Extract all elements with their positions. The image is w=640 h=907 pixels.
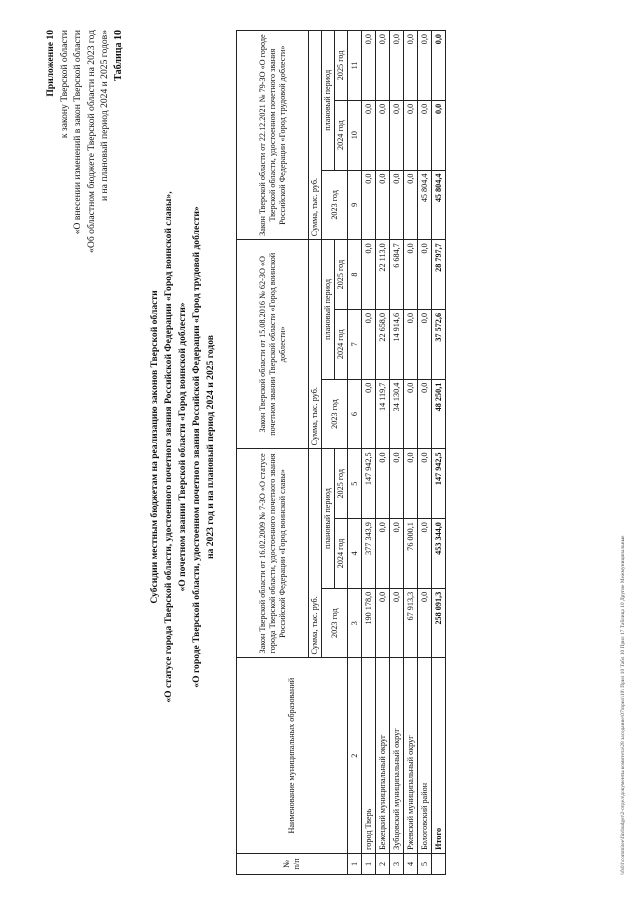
column-number: 9 (348, 170, 362, 240)
law-header-1: Закон Тверской области от 16.02.2009 № 7-ЗО «О статусе города Тверской области, удостоенного почетного звания Российской Федерации «Город воинской славы» (237, 449, 309, 658)
value-cell: 0,0 (390, 449, 404, 519)
column-number: 1 (348, 853, 362, 874)
value-cell: 0,0 (418, 309, 432, 379)
value-cell: 67 913,3 (404, 588, 418, 658)
title-line: «О статусе города Тверской области, удостоенного почетного звания Российской Федерации «Город воинской славы», (163, 191, 174, 703)
column-number: 10 (348, 100, 362, 170)
year-2023-header: 2023 год (322, 170, 348, 240)
value-cell: 190 178,0 (362, 588, 376, 658)
col-header-name: Наименование муниципальных образований (237, 658, 348, 853)
value-cell: 0,0 (418, 449, 432, 519)
year-2024-header: 2024 год (335, 309, 348, 379)
total-number-cell (432, 853, 446, 874)
value-cell: 0,0 (404, 309, 418, 379)
total-label: Итого (432, 658, 446, 853)
value-cell: 0,0 (362, 31, 376, 101)
planning-header: плановый период (322, 449, 335, 588)
year-2025-header: 2025 год (335, 240, 348, 310)
table-label: Таблица 10 (113, 30, 124, 81)
value-cell: 0,0 (418, 519, 432, 589)
planning-header: плановый период (322, 31, 335, 171)
value-cell: 0,0 (404, 100, 418, 170)
sum-header: Сумма, тыс. руб. (309, 31, 322, 240)
municipality-name: город Тверь (362, 658, 376, 853)
value-cell: 0,0 (376, 588, 390, 658)
value-cell: 0,0 (404, 31, 418, 101)
appendix-title: Приложение 10 (45, 30, 56, 97)
row-number: 1 (362, 853, 376, 874)
municipality-name: Ржевский муниципальный округ (404, 658, 418, 853)
table-row (362, 31, 376, 875)
title-line: «О городе Тверской области, удостоенном почетного звания Российской Федерации «Город трудовой доблести» (191, 206, 202, 688)
total-value: 147 942,5 (432, 449, 446, 519)
value-cell: 76 000,1 (404, 519, 418, 589)
col-header-number: № п/п (237, 853, 348, 874)
law-header-2: Закон Тверской области от 15.08.2016 № 62-ЗО «О почетном звании Тверской области «Город воинской доблести» (237, 240, 309, 449)
value-cell: 34 130,4 (390, 379, 404, 449)
title-line: на 2023 год и на плановый период 2024 и 2025 годов (205, 335, 216, 559)
sum-header: Сумма, тыс. руб. (309, 449, 322, 658)
row-number: 2 (376, 853, 390, 874)
value-cell: 0,0 (390, 519, 404, 589)
column-number: 11 (348, 31, 362, 101)
table-row (418, 31, 432, 875)
column-number: 8 (348, 240, 362, 310)
year-2023-header: 2023 год (322, 379, 348, 449)
law-header-3: Закон Тверской области от 22.12.2021 № 79-ЗО «О городе Тверской области, удостоенном почетного звания Российской Федерации «Город трудовой доблести» (237, 31, 309, 240)
column-number-row (348, 31, 362, 875)
total-row (432, 31, 446, 875)
value-cell: 147 942,5 (362, 449, 376, 519)
value-cell: 0,0 (362, 170, 376, 240)
sum-header: Сумма, тыс. руб. (309, 240, 322, 449)
municipality-name: Бологовский район (418, 658, 432, 853)
value-cell: 0,0 (418, 588, 432, 658)
value-cell: 0,0 (376, 449, 390, 519)
value-cell: 0,0 (418, 379, 432, 449)
column-number: 4 (348, 519, 362, 589)
year-2024-header: 2024 год (335, 100, 348, 170)
value-cell: 0,0 (390, 588, 404, 658)
row-number: 3 (390, 853, 404, 874)
total-value: 0,0 (432, 100, 446, 170)
total-value: 48 250,1 (432, 379, 446, 449)
value-cell: 6 684,7 (390, 240, 404, 310)
table-row (376, 31, 390, 875)
value-cell: 22 113,0 (376, 240, 390, 310)
title-line: Субсидии местным бюджетам на реализацию законов Тверской области (149, 290, 160, 604)
total-value: 258 091,3 (432, 588, 446, 658)
title-line: «О почетном звании Тверской области «Город воинской доблести» (177, 302, 188, 592)
total-value: 453 344,0 (432, 519, 446, 589)
total-value: 0,0 (432, 31, 446, 101)
column-number: 2 (348, 658, 362, 853)
year-2024-header: 2024 год (335, 519, 348, 589)
row-number: 4 (404, 853, 418, 874)
value-cell: 14 914,6 (390, 309, 404, 379)
table-row (404, 31, 418, 875)
value-cell: 0,0 (404, 240, 418, 310)
year-2025-header: 2025 год (335, 31, 348, 101)
value-cell: 0,0 (362, 100, 376, 170)
value-cell: 0,0 (376, 170, 390, 240)
value-cell: 0,0 (404, 170, 418, 240)
value-cell: 0,0 (418, 100, 432, 170)
appendix-line: и на плановый период 2024 и 2025 годов» (99, 30, 111, 201)
value-cell: 0,0 (418, 240, 432, 310)
value-cell: 0,0 (390, 31, 404, 101)
table-body (362, 31, 432, 875)
value-cell: 0,0 (362, 309, 376, 379)
subsidy-table (236, 30, 446, 875)
total-value: 45 804,4 (432, 170, 446, 240)
value-cell: 0,0 (404, 379, 418, 449)
value-cell: 0,0 (362, 240, 376, 310)
year-2023-header: 2023 год (322, 588, 348, 658)
value-cell: 0,0 (362, 379, 376, 449)
document-title (148, 57, 218, 837)
value-cell: 0,0 (404, 449, 418, 519)
appendix-line: «Об областном бюджете Тверской области на 2023 год (85, 30, 97, 253)
value-cell: 22 658,0 (376, 309, 390, 379)
value-cell: 14 119,7 (376, 379, 390, 449)
value-cell: 0,0 (418, 31, 432, 101)
appendix-line: «О внесении изменений в закон Тверской области (72, 30, 84, 235)
value-cell: 0,0 (390, 170, 404, 240)
appendix-header (44, 30, 112, 253)
total-value: 28 797,7 (432, 240, 446, 310)
value-cell: 0,0 (390, 100, 404, 170)
value-cell: 0,0 (376, 31, 390, 101)
column-number: 6 (348, 379, 362, 449)
total-value: 37 572,6 (432, 309, 446, 379)
value-cell: 377 343,9 (362, 519, 376, 589)
column-number: 3 (348, 588, 362, 658)
appendix-line: к закону Тверской области (58, 30, 70, 139)
column-number: 5 (348, 449, 362, 519)
column-number: 7 (348, 309, 362, 379)
municipality-name: Бежецкий муниципальный округ (376, 658, 390, 853)
planning-header: плановый период (322, 240, 335, 379)
value-cell: 45 804,4 (418, 170, 432, 240)
value-cell: 0,0 (376, 519, 390, 589)
row-number: 5 (418, 853, 432, 874)
file-path-footer: \\fs01\commitee\fin\budget\2-отдел\документы комитета\28 заседание\07\прил\10\ Прил 10 Табл 10 Прил 17 Таблица 10 Другие Межмуниципальные (620, 535, 626, 875)
year-2025-header: 2025 год (335, 449, 348, 519)
municipality-name: Зубцовский муниципальный округ (390, 658, 404, 853)
table-row (390, 31, 404, 875)
value-cell: 0,0 (376, 100, 390, 170)
